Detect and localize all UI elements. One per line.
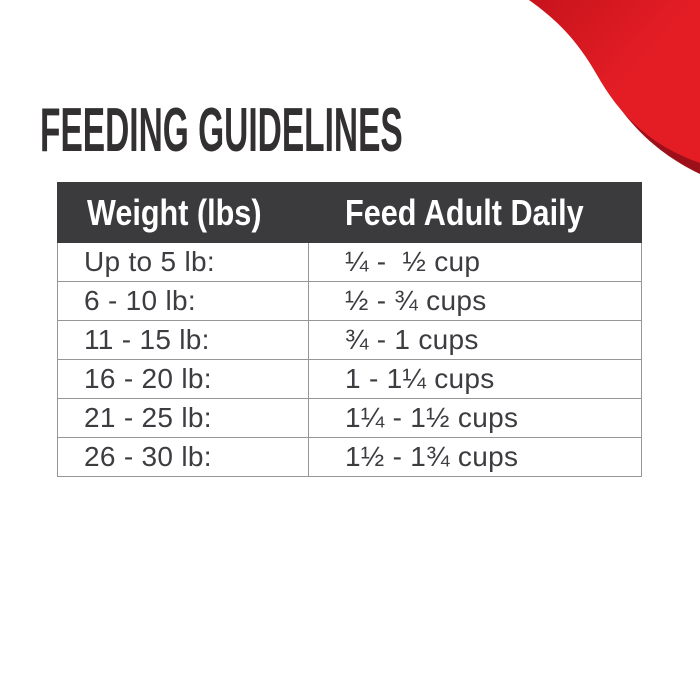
page-title-text: FEEDING GUIDELINES (40, 95, 403, 165)
feed-cell: 1¼ - 1½ cups (308, 399, 641, 437)
feed-cell: ¾ - 1 cups (308, 321, 641, 359)
table-row (58, 398, 641, 437)
weight-cell: 21 - 25 lb: (84, 402, 212, 433)
weight-cell: 6 - 10 lb: (84, 285, 196, 316)
table-row (58, 281, 641, 320)
table-row (58, 437, 641, 476)
table-row (58, 243, 641, 281)
column-header-weight-label: Weight (lbs) (87, 191, 262, 233)
weight-cell: 16 - 20 lb: (84, 363, 212, 394)
weight-cell: 26 - 30 lb: (84, 441, 212, 472)
feed-cell: 1½ - 1¾ cups (308, 438, 641, 476)
column-header-feed-label: Feed Adult Daily (345, 191, 584, 233)
table-row (58, 359, 641, 398)
table-row (58, 320, 641, 359)
feeding-guidelines-table (57, 182, 642, 477)
feed-cell: ¼ - ½ cup (308, 243, 641, 281)
table-body (57, 243, 642, 477)
feed-cell: ½ - ¾ cups (308, 282, 641, 320)
page-title (40, 95, 700, 165)
column-header-weight (57, 182, 308, 243)
table-header-row (57, 182, 642, 243)
weight-cell: 11 - 15 lb: (84, 324, 210, 355)
column-header-feed (308, 182, 642, 243)
feed-cell: 1 - 1¼ cups (308, 360, 641, 398)
weight-cell: Up to 5 lb: (84, 246, 215, 277)
